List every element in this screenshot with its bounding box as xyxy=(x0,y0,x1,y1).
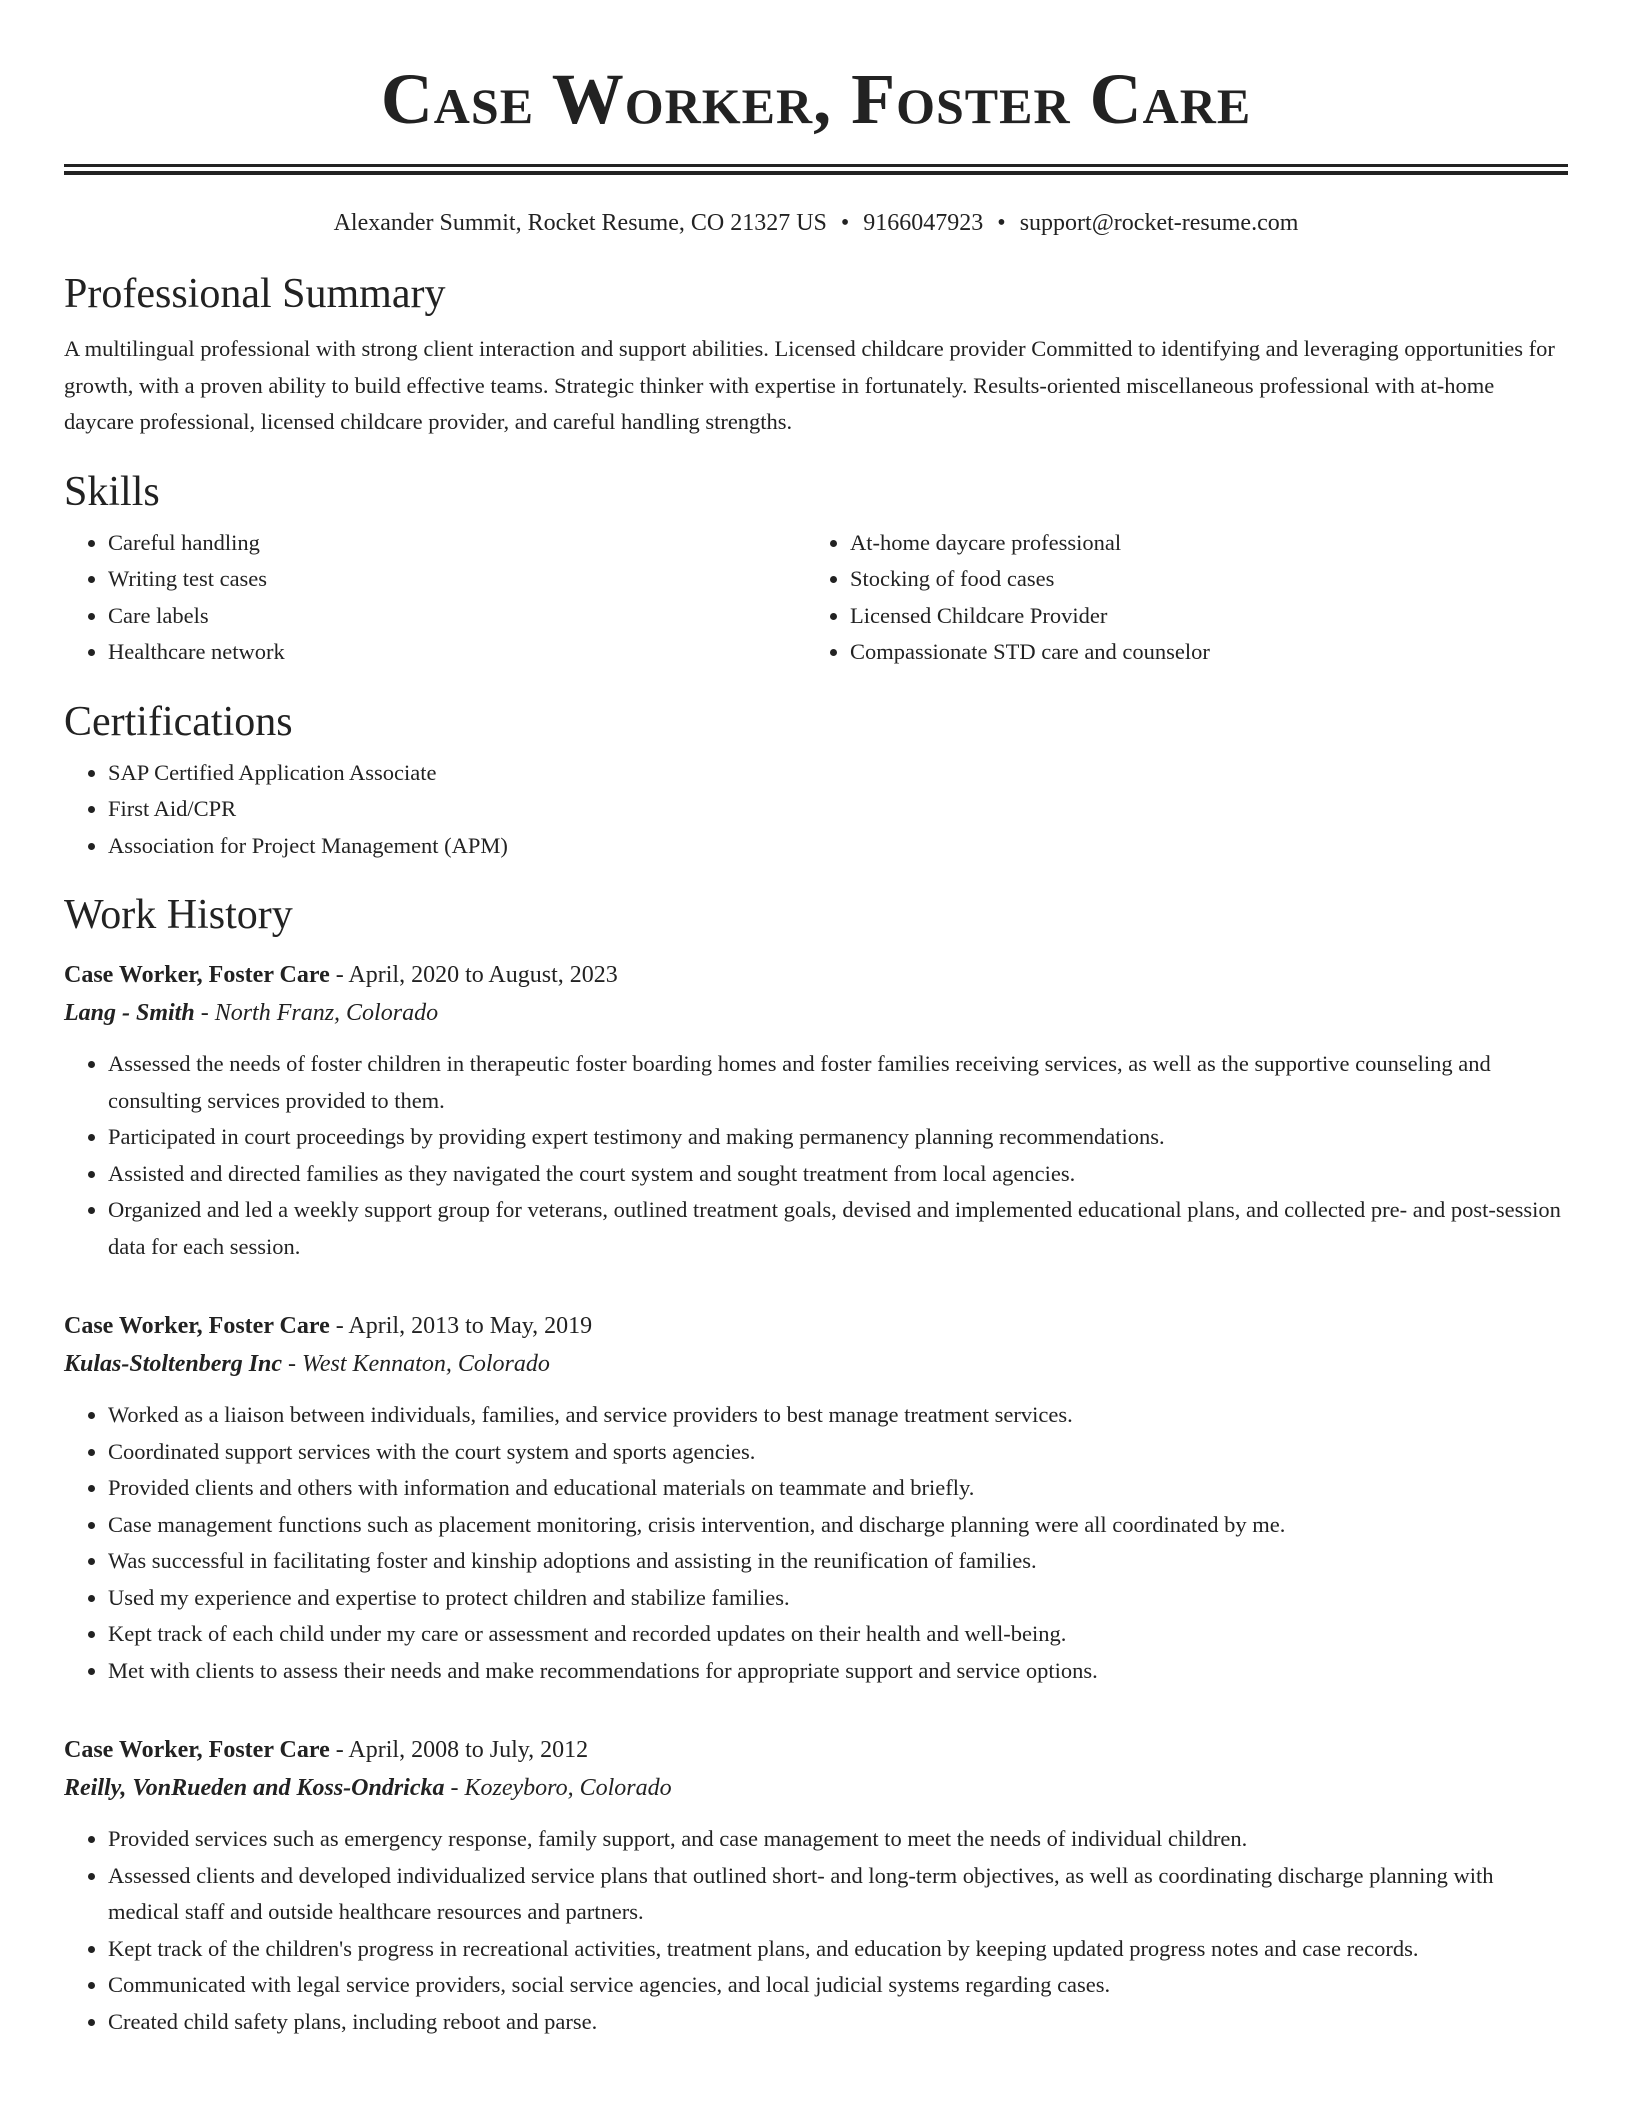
certification-item: • SAP Certified Application Associate xyxy=(108,755,1568,792)
section-title-skills: Skills xyxy=(64,468,160,515)
job-company: Kulas-Stoltenberg Inc xyxy=(64,1351,283,1377)
job-location: - West Kennaton, Colorado xyxy=(282,1351,550,1377)
job-header xyxy=(64,1731,1568,1769)
section-title-summary: Professional Summary xyxy=(64,271,446,317)
job-employer xyxy=(64,994,1568,1032)
job-employer xyxy=(64,1345,1568,1383)
job-duty: • Was successful in facilitating foster and kinship adoptions and assisting in the reunification of families. xyxy=(108,1543,1568,1580)
job-employer xyxy=(64,1769,1568,1807)
job-duties-list xyxy=(64,1821,1568,2040)
job-duty: • Participated in court proceedings by providing expert testimony and making permanency planning recommendations. xyxy=(108,1119,1568,1156)
contact-line xyxy=(64,207,1568,239)
job-dates: - April, 2013 to May, 2019 xyxy=(329,1313,593,1339)
contact-phone: 9166047923 xyxy=(863,210,984,236)
skills-column-right xyxy=(806,517,1548,671)
job-duty: • Met with clients to assess their needs and make recommendations for appropriate support and service options. xyxy=(108,1653,1568,1690)
resume-page xyxy=(64,0,1568,2040)
job-duty: • Kept track of the children's progress in recreational activities, treatment plans, and education by keeping updated progress notes and case records. xyxy=(108,1931,1568,1968)
job-duty: • Organized and led a weekly support group for veterans, outlined treatment goals, devised and implemented educational plans, and collected pre- and post-session data for each session. xyxy=(108,1192,1568,1265)
contact-address: Alexander Summit, Rocket Resume, CO 21327 US xyxy=(333,210,827,236)
job-duties-list xyxy=(64,1046,1568,1265)
job-duties-list xyxy=(64,1397,1568,1689)
summary-text: A multilingual professional with strong client interaction and support abilities. Licensed childcare provider Committed to identifying and leveraging opportunities for growth, with a proven ability to build effective teams. Strategic thinker with expertise in fortunately. Results-oriented miscellaneous professional with at-home daycare professional, licensed childcare provider, and careful handling strengths. xyxy=(64,336,1555,434)
job-duty: • Provided services such as emergency response, family support, and case management to meet the needs of individual children. xyxy=(108,1821,1568,1858)
job-duty: • Created child safety plans, including reboot and parse. xyxy=(108,2004,1568,2041)
job-duty: • Used my experience and expertise to protect children and stabilize families. xyxy=(108,1580,1568,1617)
skill-item: • Writing test cases xyxy=(108,561,806,598)
skills-grid xyxy=(64,517,1568,671)
skill-item: • Compassionate STD care and counselor xyxy=(850,634,1548,671)
job-dates: - April, 2020 to August, 2023 xyxy=(329,962,618,988)
job-entry xyxy=(64,1307,1568,1689)
contact-separator: • xyxy=(997,210,1006,236)
job-title: Case Worker, Foster Care xyxy=(64,1313,330,1339)
job-duty: • Assessed clients and developed individualized service plans that outlined short- and long-term objectives, as well as coordinating discharge planning with medical staff and outside healthcare resources and partners. xyxy=(108,1858,1568,1931)
skills-list-right xyxy=(806,525,1548,671)
job-duty: • Assisted and directed families as they navigated the court system and sought treatment from local agencies. xyxy=(108,1156,1568,1193)
job-duty: • Communicated with legal service providers, social service agencies, and local judicial systems regarding cases. xyxy=(108,1967,1568,2004)
certification-item: • First Aid/CPR xyxy=(108,791,1568,828)
skill-item: • At-home daycare professional xyxy=(850,525,1548,562)
job-location: - Kozeyboro, Colorado xyxy=(444,1775,672,1801)
skills-list-left xyxy=(64,525,806,671)
job-title: Case Worker, Foster Care xyxy=(64,1737,330,1763)
skill-item: • Care labels xyxy=(108,598,806,635)
resume-name: Case Worker, Foster Care xyxy=(380,59,1252,139)
job-duty: • Provided clients and others with information and educational materials on teammate and briefly. xyxy=(108,1470,1568,1507)
job-dates: - April, 2008 to July, 2012 xyxy=(329,1737,589,1763)
job-entry xyxy=(64,1731,1568,2040)
job-location: - North Franz, Colorado xyxy=(194,1000,439,1026)
skill-item: • Stocking of food cases xyxy=(850,561,1548,598)
job-duty: • Worked as a liaison between individuals, families, and service providers to best manage treatment services. xyxy=(108,1397,1568,1434)
job-duty: • Case management functions such as placement monitoring, crisis intervention, and discharge planning were all coordinated by me. xyxy=(108,1507,1568,1544)
job-duty: • Assessed the needs of foster children in therapeutic foster boarding homes and foster families receiving services, as well as the supportive counseling and consulting services provided to them. xyxy=(108,1046,1568,1119)
job-header xyxy=(64,956,1568,994)
skill-item: • Careful handling xyxy=(108,525,806,562)
job-duty: • Kept track of each child under my care or assessment and recorded updates on their health and well-being. xyxy=(108,1616,1568,1653)
job-company: Reilly, VonRueden and Koss-Ondricka xyxy=(64,1775,445,1801)
skills-column-left xyxy=(64,517,806,671)
certifications-list xyxy=(64,755,1568,865)
contact-email: support@rocket-resume.com xyxy=(1019,210,1299,236)
job-title: Case Worker, Foster Care xyxy=(64,962,330,988)
certification-item: • Association for Project Management (APM) xyxy=(108,828,1568,865)
job-entry xyxy=(64,956,1568,1265)
section-title-work-history: Work History xyxy=(64,892,293,938)
skill-item: • Licensed Childcare Provider xyxy=(850,598,1548,635)
header-divider xyxy=(64,164,1568,175)
skill-item: • Healthcare network xyxy=(108,634,806,671)
job-company: Lang - Smith xyxy=(64,1000,195,1026)
contact-separator: • xyxy=(840,210,850,236)
section-title-certifications: Certifications xyxy=(64,698,293,745)
job-duty: • Coordinated support services with the court system and sports agencies. xyxy=(108,1434,1568,1471)
job-header xyxy=(64,1307,1568,1345)
